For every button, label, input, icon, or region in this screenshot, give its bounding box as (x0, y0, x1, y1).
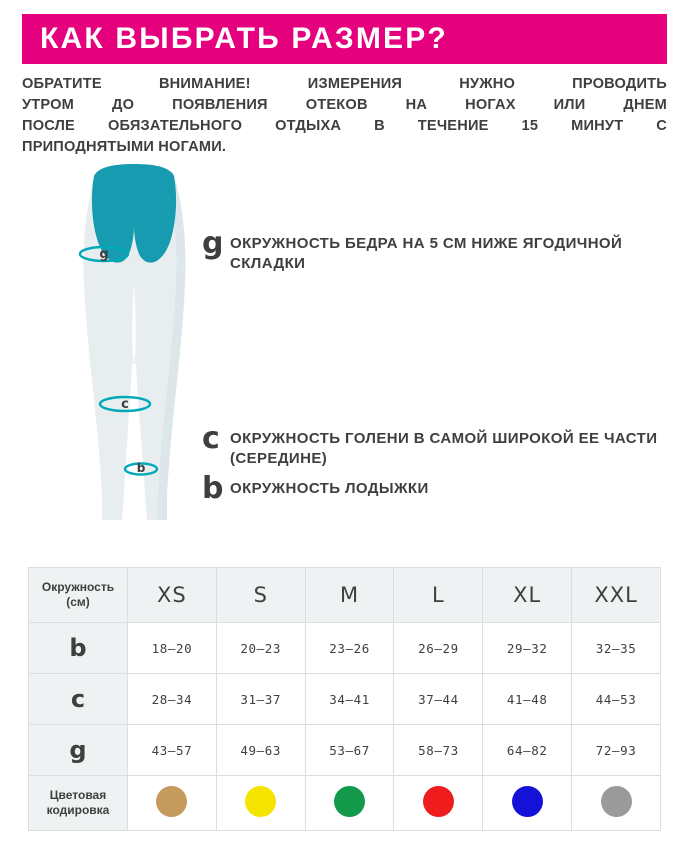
corner-label-line2: (см) (66, 595, 90, 609)
table-row (29, 725, 661, 776)
legend-letter-g: g (202, 226, 224, 262)
color-dot-xs (156, 786, 187, 817)
illustration-and-legend (22, 164, 667, 534)
page-title: КАК ВЫБРАТЬ РАЗМЕР? (40, 22, 448, 55)
color-dot-xxl (601, 786, 632, 817)
size-guide-page (0, 14, 689, 844)
size-header-xxl: XXL (572, 568, 661, 623)
table-corner-header (29, 568, 128, 623)
color-label-line1: Цветовая (49, 788, 107, 802)
table-row (29, 674, 661, 725)
color-cell-xxl (572, 776, 661, 831)
row-label-c: c (29, 674, 128, 725)
color-cell-m (305, 776, 394, 831)
color-dot-m (334, 786, 365, 817)
color-cell-s (216, 776, 305, 831)
corner-label-line1: Окружность (41, 580, 115, 594)
notice-text (22, 74, 667, 159)
notice-line-1: ОБРАТИТЕ ВНИМАНИЕ! ИЗМЕРЕНИЯ НУЖНО ПРОВОДИТЬ (22, 75, 667, 92)
cell-g-xs: 43–57 (128, 725, 217, 776)
cell-g-l: 58–73 (394, 725, 483, 776)
notice-line-4: ПРИПОДНЯТЫМИ НОГАМИ. (22, 138, 227, 155)
color-cell-l (394, 776, 483, 831)
legend-text-g: ОКРУЖНОСТЬ БЕДРА НА 5 СМ НИЖЕ ЯГОДИЧНОЙ СКЛАДКИ (230, 235, 623, 273)
table-row (29, 623, 661, 674)
legend-item-c (202, 420, 682, 470)
title-banner (22, 14, 667, 64)
cell-c-xs: 28–34 (128, 674, 217, 725)
color-dot-xl (512, 786, 543, 817)
legs-illustration (50, 164, 200, 529)
cell-c-xxl: 44–53 (572, 674, 661, 725)
table-row-color-coding (29, 776, 661, 831)
color-label-line2: кодировка (46, 803, 110, 817)
notice-line-2: УТРОМ ДО ПОЯВЛЕНИЯ ОТЕКОВ НА НОГАХ ИЛИ ДНЕМ (22, 96, 667, 113)
legend-letter-c: c (202, 420, 220, 456)
svg-text:g: g (99, 247, 109, 263)
cell-g-m: 53–67 (305, 725, 394, 776)
cell-b-xl: 29–32 (483, 623, 572, 674)
size-table-wrapper (28, 567, 661, 831)
color-cell-xl (483, 776, 572, 831)
table-header-row (29, 568, 661, 623)
svg-text:b: b (136, 461, 146, 476)
legend-item-b (202, 471, 682, 507)
legend-item-g (202, 226, 682, 275)
cell-b-s: 20–23 (216, 623, 305, 674)
size-header-m: M (305, 568, 394, 623)
svg-text:c: c (121, 397, 129, 413)
cell-g-xxl: 72–93 (572, 725, 661, 776)
size-header-xs: XS (128, 568, 217, 623)
cell-c-m: 34–41 (305, 674, 394, 725)
size-header-xl: XL (483, 568, 572, 623)
row-label-g: g (29, 725, 128, 776)
size-header-l: L (394, 568, 483, 623)
color-dot-s (245, 786, 276, 817)
size-header-s: S (216, 568, 305, 623)
legend-text-b: ОКРУЖНОСТЬ ЛОДЫЖКИ (230, 480, 429, 498)
cell-b-l: 26–29 (394, 623, 483, 674)
measurement-legend (202, 226, 682, 526)
legend-letter-b: b (202, 471, 224, 507)
cell-c-s: 31–37 (216, 674, 305, 725)
legend-text-c: ОКРУЖНОСТЬ ГОЛЕНИ В САМОЙ ШИРОКОЙ ЕЕ ЧАСТИ (СЕРЕДИНЕ) (230, 429, 658, 467)
notice-line-3: ПОСЛЕ ОБЯЗАТЕЛЬНОГО ОТДЫХА В ТЕЧЕНИЕ 15 МИНУТ С (22, 117, 667, 134)
cell-c-xl: 41–48 (483, 674, 572, 725)
row-label-b: b (29, 623, 128, 674)
size-table (28, 567, 661, 831)
cell-c-l: 37–44 (394, 674, 483, 725)
color-dot-l (423, 786, 454, 817)
row-label-color-coding (29, 776, 128, 831)
cell-b-xs: 18–20 (128, 623, 217, 674)
cell-g-s: 49–63 (216, 725, 305, 776)
cell-b-m: 23–26 (305, 623, 394, 674)
cell-b-xxl: 32–35 (572, 623, 661, 674)
cell-g-xl: 64–82 (483, 725, 572, 776)
color-cell-xs (128, 776, 217, 831)
